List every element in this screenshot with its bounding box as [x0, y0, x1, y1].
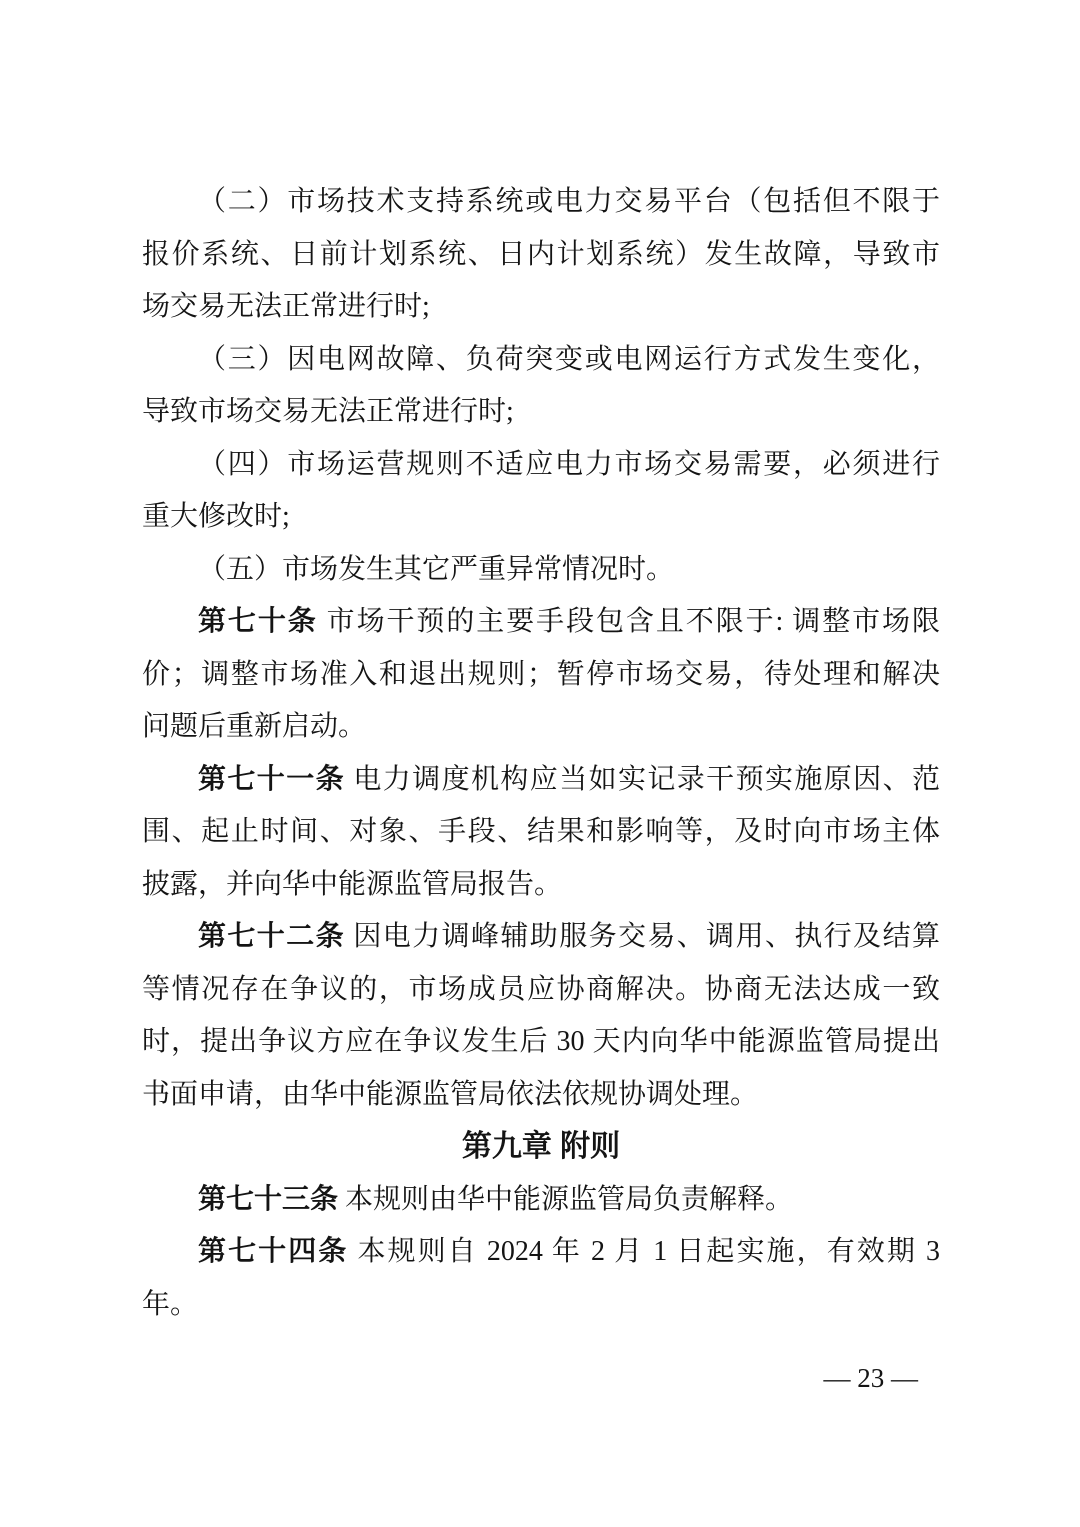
text-line: [142, 859, 940, 912]
text-line: [142, 649, 940, 702]
article-number-text: 第七十四条: [198, 1236, 349, 1267]
text-segment: 问题后重新启动。: [142, 711, 367, 742]
text-segment: 书面申请，由华中能源监管局依法依规协调处理。: [142, 1078, 759, 1110]
text-line: [142, 334, 940, 387]
article-number-text: 第七十条: [198, 606, 318, 637]
text-line: [142, 281, 940, 334]
text-segment: （四）市场运营规则不适应电力市场交易需要，必须进行: [198, 448, 940, 480]
text-line: [142, 439, 940, 492]
text-segment: 场交易无法正常进行时;: [142, 291, 430, 322]
text-line: [142, 911, 940, 964]
text-line: [142, 1279, 940, 1332]
text-line: [142, 701, 940, 754]
text-line: [142, 386, 940, 439]
text-segment: 披露，并向华中能源监管局报告。: [142, 868, 563, 900]
article-number-text: 第七十一条: [198, 763, 345, 795]
text-line: [142, 1069, 940, 1122]
text-line: [142, 964, 940, 1017]
chapter-heading: [142, 1121, 940, 1174]
text-segment: （五）市场发生其它严重异常情况时。: [198, 553, 675, 585]
text-line: [142, 806, 940, 859]
text-line: [142, 754, 940, 807]
text-line: [142, 491, 940, 544]
article-number-text: 第七十二条: [198, 921, 345, 952]
text-segment: 市场干预的主要手段包含且不限于: 调整市场限: [317, 606, 940, 637]
text-line: [142, 544, 940, 597]
text-segment: 电力调度机构应当如实记录干预实施原因、范: [345, 763, 940, 795]
article-number-text: 第九章 附则: [461, 1130, 621, 1163]
text-line: [142, 1226, 940, 1279]
document-body: [142, 176, 940, 1331]
text-segment: 导致市场交易无法正常进行时;: [142, 396, 514, 427]
text-line: [142, 1174, 940, 1227]
text-segment: （二）市场技术支持系统或电力交易平台（包括但不限于: [198, 186, 940, 217]
text-segment: 时，提出争议方应在争议发生后 30 天内向华中能源监管局提出: [142, 1026, 940, 1057]
text-segment: 报价系统、日前计划系统、日内计划系统）发生故障，导致市: [142, 238, 940, 270]
page-number: — 23 —: [823, 1363, 918, 1393]
text-segment: 等情况存在争议的，市场成员应协商解决。协商无法达成一致: [142, 973, 940, 1005]
text-line: [142, 596, 940, 649]
text-segment: 本规则自 2024 年 2 月 1 日起实施，有效期 3: [348, 1236, 940, 1267]
text-line: [142, 229, 940, 282]
article-number-text: 第七十三条: [198, 1183, 339, 1215]
text-line: [142, 1016, 940, 1069]
text-segment: 本规则由华中能源监管局负责解释。: [338, 1183, 794, 1215]
text-segment: 重大修改时;: [142, 501, 290, 532]
text-segment: 因电力调峰辅助服务交易、调用、执行及结算: [345, 921, 940, 952]
text-segment: （三）因电网故障、负荷突变或电网运行方式发生变化，: [198, 343, 940, 375]
text-line: [142, 176, 940, 229]
text-segment: 围、起止时间、对象、手段、结果和影响等，及时向市场主体: [142, 816, 940, 847]
text-segment: 年。: [142, 1288, 199, 1320]
text-segment: 价；调整市场准入和退出规则；暂停市场交易，待处理和解决: [142, 658, 940, 690]
